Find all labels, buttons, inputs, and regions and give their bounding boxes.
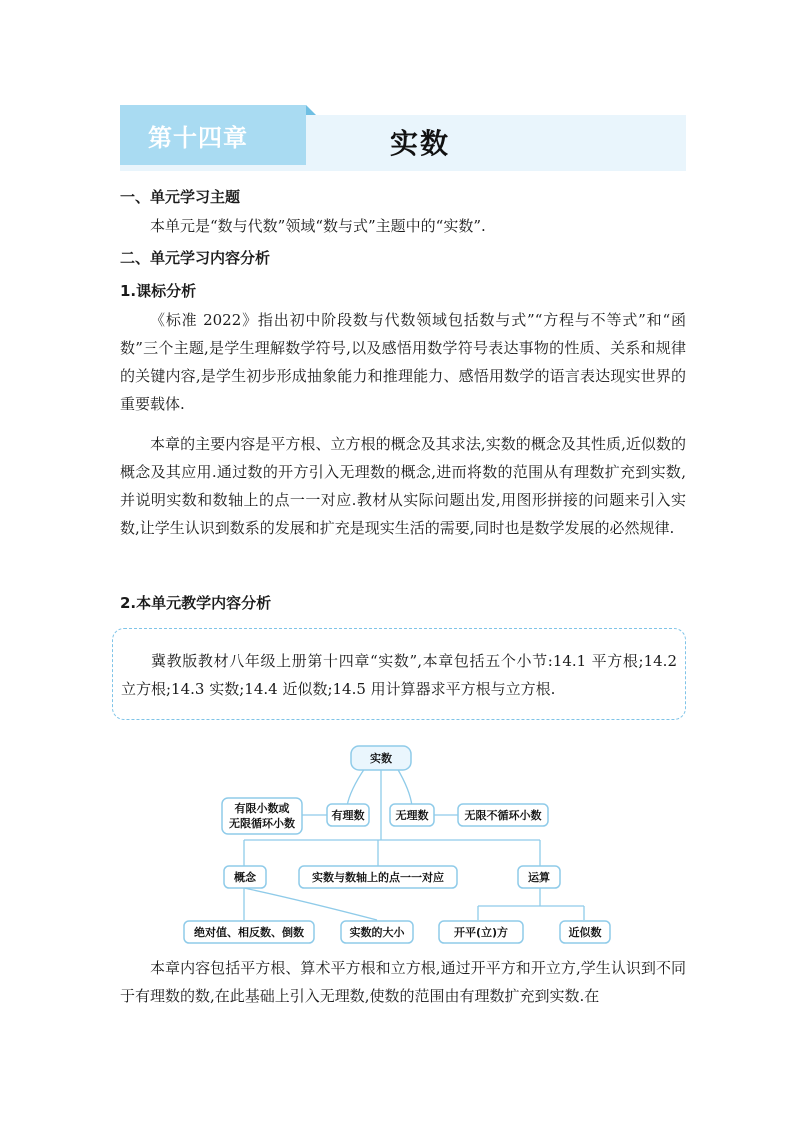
heading-unit-theme: 一、单元学习主题: [120, 188, 241, 206]
node-finite-decimal: [222, 798, 302, 834]
link-root-irrational: [397, 768, 412, 806]
heading-teaching-analysis: 2.本单元教学内容分析: [120, 594, 272, 612]
node-real-size: [341, 921, 413, 943]
heading-standard-analysis: 1.课标分析: [120, 282, 197, 300]
svg-text:概念: 概念: [234, 871, 256, 884]
node-irrational: [390, 804, 434, 826]
node-abs-opposite-reciprocal: [184, 921, 314, 943]
svg-text:实数的大小: 实数的大小: [349, 926, 405, 939]
svg-text:有理数: 有理数: [331, 809, 365, 822]
svg-text:近似数: 近似数: [568, 926, 602, 939]
svg-text:无理数: 无理数: [395, 809, 429, 822]
svg-text:开平(立)方: 开平(立)方: [453, 926, 509, 939]
svg-text:运算: 运算: [528, 871, 550, 884]
svg-text:无限不循环小数: 无限不循环小数: [464, 809, 542, 822]
standard-paragraph: 《标准 2022》指出初中阶段数与代数领域包括数与式”“方程与不等式”和“函数”三个主题,是学生理解数学符号,以及感悟用数学符号表达事物的性质、关系和规律的关键内容,是学生初步形成抽象能力和推理能力、感悟用数学的语言表达现实世界的重要载体.: [120, 311, 686, 413]
note-text: 冀教版教材八年级上册第十四章“实数”,本章包括五个小节:14.1 平方根;14.2 立方根;14.3 实数;14.4 近似数;14.5 用计算器求平方根与立方根.: [121, 652, 677, 698]
svg-text:无限循环小数: 无限循环小数: [229, 817, 295, 830]
bottom-paragraph: 本章内容包括平方根、算术平方根和立方根,通过开平方和开立方,学生认识到不同于有理数的数,在此基础上引入无理数,使数的范围由有理数扩充到实数.在: [120, 959, 686, 1005]
link-root-rational: [347, 768, 365, 806]
chapter-label: 第十四章: [148, 124, 248, 152]
node-root-operation: [439, 921, 523, 943]
unit-theme-text: 本单元是“数与代数”领域“数与式”主题中的“实数”.: [150, 217, 486, 235]
node-operation: [518, 866, 560, 888]
svg-text:有限小数或: 有限小数或: [234, 802, 290, 815]
node-correspondence: [299, 866, 457, 888]
node-infinite-decimal: [458, 804, 548, 826]
chapter-content-paragraph: 本章的主要内容是平方根、立方根的概念及其求法,实数的概念及其性质,近似数的概念及其应用.通过数的开方引入无理数的概念,进而将数的范围从有理数扩充到实数,并说明实数和数轴上的点一一对应.教材从实际问题出发,用图形拼接的问题来引入实数,让学生认识到数系的发展和扩充是现实生活的需要,同时也是数学发展的必然规律.: [120, 435, 686, 537]
svg-text:绝对值、相反数、倒数: 绝对值、相反数、倒数: [194, 926, 304, 939]
node-rational: [327, 804, 369, 826]
chapter-title: 实数: [390, 127, 451, 160]
link-concept-size: [244, 888, 377, 920]
node-root: [351, 746, 411, 770]
svg-text:实数: 实数: [370, 752, 392, 765]
node-concept: [224, 866, 266, 888]
node-approximation: [560, 921, 610, 943]
heading-content-analysis: 二、单元学习内容分析: [120, 249, 271, 267]
svg-text:实数与数轴上的点一一对应: 实数与数轴上的点一一对应: [312, 871, 444, 884]
